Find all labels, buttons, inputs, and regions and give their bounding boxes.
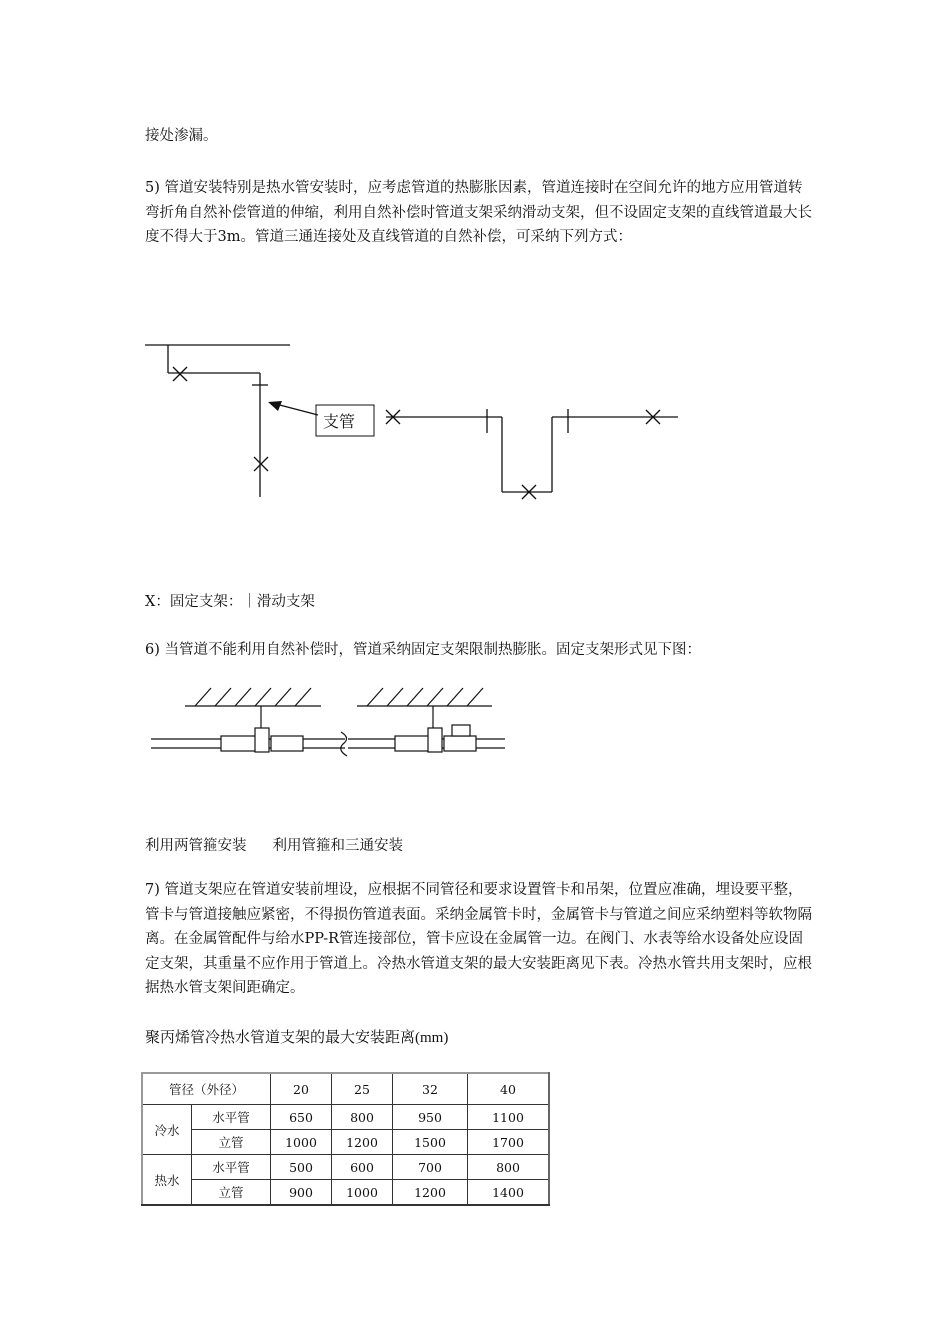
paragraph-5: 5) 管道安装特别是热水管安装时，应考虑管道的热膨胀因素，管道连接时在空间允许的地方应用管道转弯折角自然补偿管道的伸缩，利用自然补偿时管道支架采纳滑动支架，但不设固定支架的直线管道最大长度不得大于3m。管道三通连接处及直线管道的自然补偿，可采纳下列方式： <box>145 180 812 245</box>
table-cell: 950 <box>393 1105 468 1130</box>
header-cell: 25 <box>332 1073 393 1105</box>
support-spacing-table <box>141 1072 550 1206</box>
table-header-row <box>142 1073 549 1105</box>
group-cell: 冷水 <box>142 1105 192 1155</box>
table-cell: 600 <box>332 1155 393 1180</box>
header-cell: 32 <box>393 1073 468 1105</box>
header-cell: 20 <box>271 1073 332 1105</box>
table-cell: 1000 <box>332 1180 393 1206</box>
paragraph-6: 6) 当管道不能利用自然补偿时，管道采纳固定支架限制热膨胀。固定支架形式见下图： <box>145 642 701 658</box>
branch-pipe-label: 支管 <box>323 412 356 431</box>
table-cell: 1500 <box>393 1130 468 1155</box>
table-cell: 1000 <box>271 1130 332 1155</box>
table-row <box>142 1155 549 1180</box>
table-cell: 650 <box>271 1105 332 1130</box>
table-cell: 800 <box>468 1155 550 1180</box>
row-type-cell: 立管 <box>192 1130 271 1155</box>
header-cell: 管径（外径） <box>142 1073 271 1105</box>
table-row <box>142 1180 549 1206</box>
row-type-cell: 水平管 <box>192 1155 271 1180</box>
support-legend: X：固定支架：｜滑动支架 <box>145 594 315 610</box>
table-cell: 700 <box>393 1155 468 1180</box>
fixed-support-diagram <box>145 680 515 770</box>
paragraph-7: 7) 管道支架应在管道安装前埋设，应根据不同管径和要求设置管卡和吊架，位置应准确，埋设要平整，管卡与管道接触应紧密，不得损伤管道表面。采纳金属管卡时，金属管卡与管道之间应采纳塑料等软物隔离。在金属管配件与给水PP-R管连接部位，管卡应设在金属管一边。在阀门、水表等给水设备处应设固定支架，其重量不应作用于管道上。冷热水管道支架的最大安装距离见下表。冷热水管共用支架时，应根据热水管支架间距确定。 <box>145 882 812 996</box>
row-type-cell: 水平管 <box>192 1105 271 1130</box>
figure-captions <box>145 834 403 855</box>
table-title: 聚丙烯管冷热水管道支架的最大安装距离(mm) <box>145 1030 449 1046</box>
table-cell: 1100 <box>468 1105 550 1130</box>
table-cell: 900 <box>271 1180 332 1206</box>
caption-coupling-and-tee: 利用管箍和三通安装 <box>272 838 403 854</box>
table-cell: 500 <box>271 1155 332 1180</box>
natural-compensation-diagram <box>140 335 700 510</box>
table-row <box>142 1105 549 1130</box>
table-row <box>142 1130 549 1155</box>
table-cell: 1400 <box>468 1180 550 1206</box>
group-cell: 热水 <box>142 1155 192 1206</box>
row-type-cell: 立管 <box>192 1180 271 1206</box>
arrow-head-icon <box>268 401 282 411</box>
table-cell: 1700 <box>468 1130 550 1155</box>
table-cell: 1200 <box>393 1180 468 1206</box>
caption-two-couplings: 利用两管箍安装 <box>145 838 247 854</box>
table-cell: 1200 <box>332 1130 393 1155</box>
paragraph-intro: 接处渗漏。 <box>145 128 218 144</box>
header-cell: 40 <box>468 1073 550 1105</box>
table-cell: 800 <box>332 1105 393 1130</box>
